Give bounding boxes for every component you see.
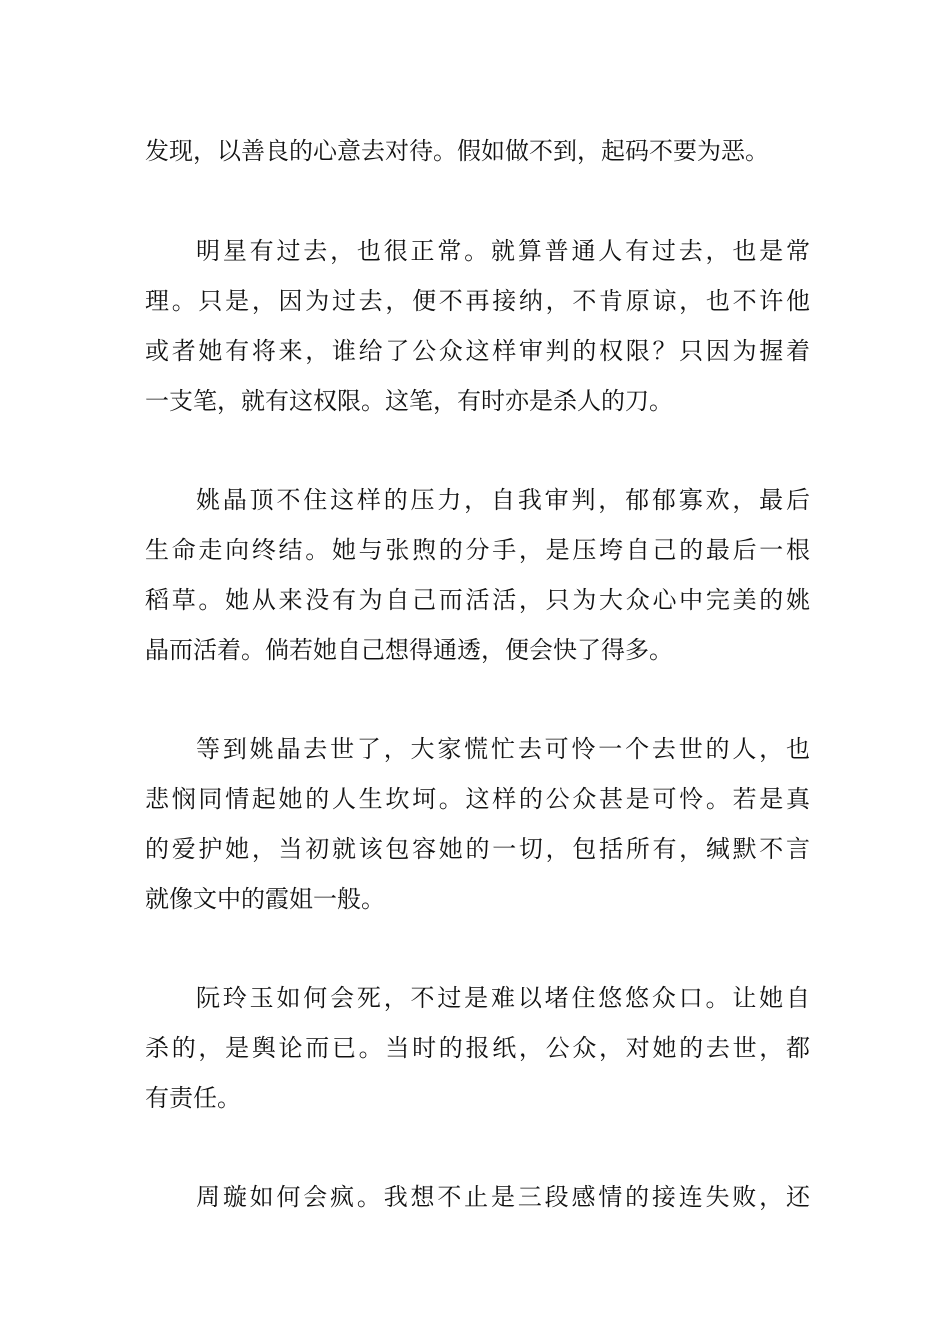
paragraph-2-line-1: 明星有过去，也很正常。就算普通人有过去，也是常 <box>196 237 810 265</box>
paragraph-3-line-1: 姚晶顶不住这样的压力，自我审判，郁郁寡欢，最后 <box>196 486 810 514</box>
paragraph-1-line-1: 发现，以善良的心意去对待。假如做不到，起码不要为恶。 <box>145 137 769 165</box>
paragraph-3-line-2: 生命走向终结。她与张煦的分手，是压垮自己的最后一根 <box>145 536 810 564</box>
paragraph-5-line-3: 有责任。 <box>145 1084 241 1112</box>
paragraph-2-line-4: 一支笔，就有这权限。这笔，有时亦是杀人的刀。 <box>145 387 673 415</box>
paragraph-6-line-1: 周璇如何会疯。我想不止是三段感情的接连失败，还 <box>196 1183 810 1211</box>
paragraph-4-line-1: 等到姚晶去世了，大家慌忙去可怜一个去世的人，也 <box>196 735 810 763</box>
paragraph-3-line-3: 稻草。她从来没有为自己而活活，只为大众心中完美的姚 <box>145 586 810 614</box>
paragraph-4-line-3: 的爱护她，当初就该包容她的一切，包括所有，缄默不言 <box>145 835 810 863</box>
paragraph-2-line-3: 或者她有将来，谁给了公众这样审判的权限？只因为握着 <box>145 337 810 365</box>
paragraph-2-line-2: 理。只是，因为过去，便不再接纳，不肯原谅，也不许他 <box>145 287 810 315</box>
paragraph-4-line-4: 就像文中的霞姐一般。 <box>145 885 385 913</box>
paragraph-5-line-1: 阮玲玉如何会死，不过是难以堵住悠悠众口。让她自 <box>196 984 810 1012</box>
paragraph-4-line-2: 悲悯同情起她的人生坎坷。这样的公众甚是可怜。若是真 <box>145 785 810 813</box>
paragraph-5-line-2: 杀的，是舆论而已。当时的报纸，公众，对她的去世，都 <box>145 1034 810 1062</box>
paragraph-3-line-4: 晶而活着。倘若她自己想得通透，便会快了得多。 <box>145 636 673 664</box>
